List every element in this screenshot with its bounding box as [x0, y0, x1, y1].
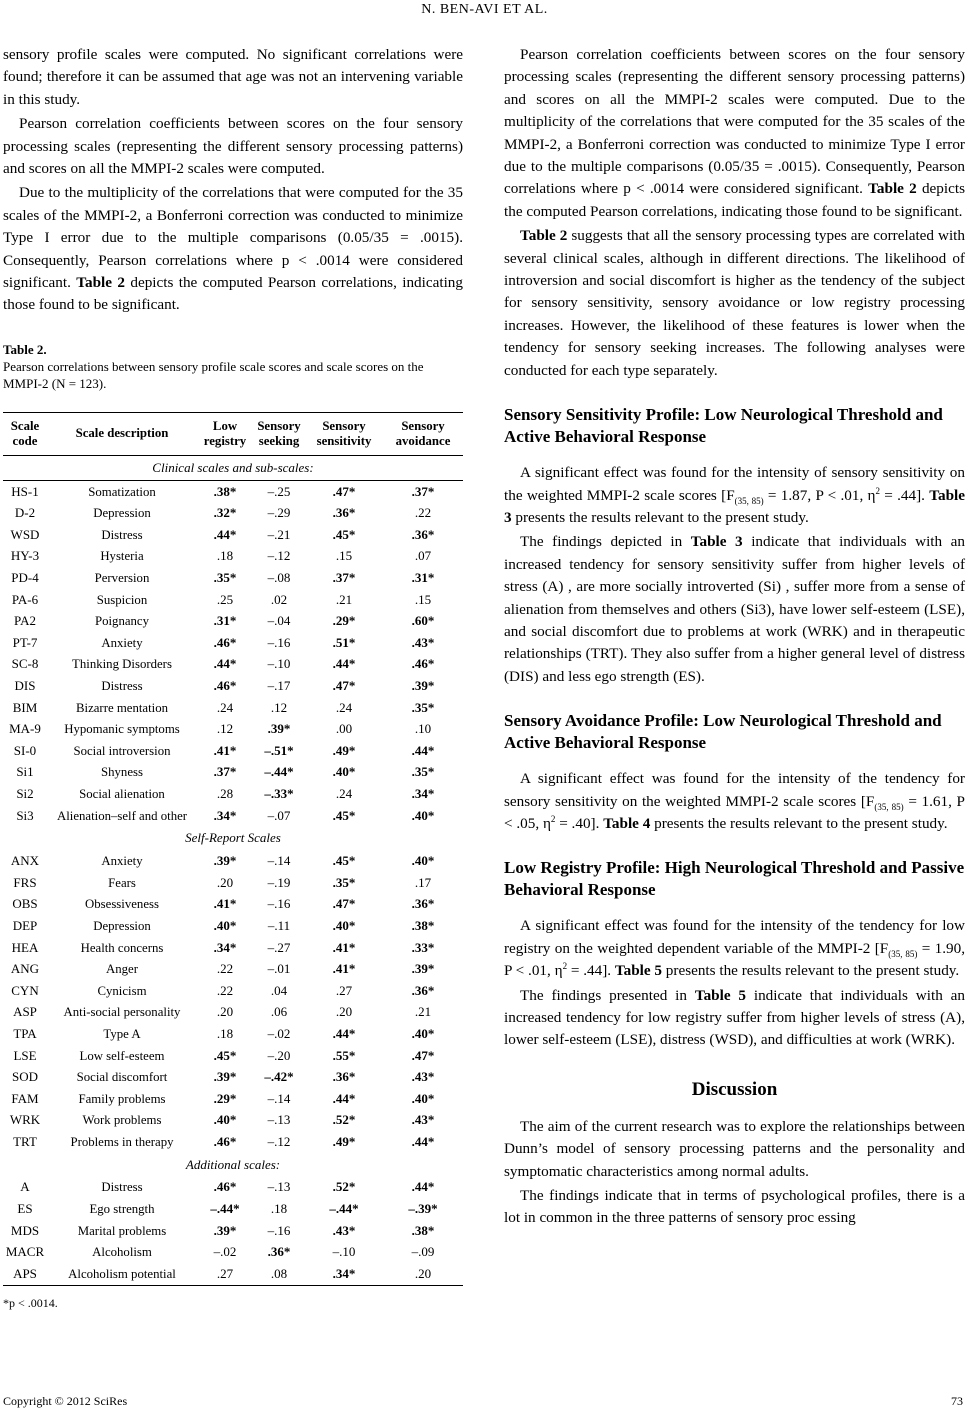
table-row [3, 524, 463, 546]
cell-correlation-value: .39* [267, 721, 291, 737]
cell-scale-description: Hypomanic symptoms [64, 722, 180, 737]
cell-correlation-value: .47* [332, 483, 356, 499]
table-row [3, 718, 463, 740]
cell-correlation-value: –.10 [267, 656, 291, 672]
table-row [3, 915, 463, 937]
cell-correlation-value: .40* [332, 764, 356, 780]
cell-correlation-value: –.51* [264, 742, 294, 758]
cell-correlation-value: .27 [197, 1263, 253, 1285]
cell-correlation-value: .44* [332, 1090, 356, 1106]
cell-scale-description: Health concerns [80, 940, 164, 955]
cell-correlation-value: .29* [332, 613, 356, 629]
table-row [3, 805, 463, 827]
cell-correlation-value: .44* [332, 1025, 356, 1041]
cell-scale-code: SOD [11, 1069, 38, 1085]
cell-correlation-value: .15 [335, 548, 353, 564]
cell-scale-code: HY-3 [10, 548, 40, 564]
cell-scale-description: Anger [106, 962, 138, 977]
cell-scale-code: LSE [13, 1047, 37, 1063]
right-paragraph-5: A significant effect was found for the intensity of the tendency for sensory sensitivity on the weighted MMPI-2 scale scores [$F_{(35, 85)} = 1.61$, P < .05, $\eta^2 = .40$]. Table 4 presents the results relevant to the present study. [504, 770, 965, 832]
cell-correlation-value: .04 [270, 982, 288, 998]
cell-scale-description: Perversion [94, 571, 150, 586]
cell-correlation-value: .39* [411, 961, 435, 977]
cell-scale-code: DEP [12, 917, 38, 933]
cell-scale-code: APS [3, 1263, 47, 1285]
table-label: Table 2. [3, 341, 47, 357]
cell-scale-code: HEA [11, 939, 39, 955]
table-row [3, 1263, 463, 1285]
cell-correlation-value: .24 [216, 699, 234, 715]
table-row [3, 762, 463, 784]
table-section-title: Clinical scales and sub-scales: [3, 455, 463, 480]
cell-correlation-value: .41* [332, 961, 356, 977]
cell-scale-code: CYN [11, 982, 39, 998]
cell-scale-code: TPA [13, 1025, 37, 1041]
cell-correlation-value: .10 [414, 721, 432, 737]
cell-correlation-value: .06 [270, 1004, 288, 1020]
table-row [3, 589, 463, 611]
cell-correlation-value: –.14 [267, 1090, 291, 1106]
cell-correlation-value: .44* [411, 1133, 435, 1149]
cell-scale-description: Alcoholism [92, 1245, 152, 1260]
left-column [3, 44, 463, 1311]
cell-correlation-value: .22 [414, 505, 432, 521]
cell-scale-description: Thinking Disorders [72, 657, 172, 672]
cell-correlation-value: .12 [270, 699, 288, 715]
cell-correlation-value: .24 [335, 699, 353, 715]
heading-discussion: Discussion [691, 1078, 778, 1100]
heading-sensory-sensitivity: Sensory Sensitivity Profile: Low Neurological Threshold and Active Behavioral Response [504, 405, 943, 447]
table-row [3, 675, 463, 697]
cell-correlation-value: .18 [216, 548, 234, 564]
cell-correlation-value: .39* [411, 678, 435, 694]
cell-scale-code: FAM [11, 1090, 39, 1106]
cell-scale-description: Poignancy [94, 614, 150, 629]
cell-correlation-value: .32* [213, 505, 237, 521]
table-row [3, 740, 463, 762]
cell-correlation-value: .36* [411, 982, 435, 998]
cell-correlation-value: .49* [332, 1133, 356, 1149]
cell-correlation-value: .08 [253, 1263, 305, 1285]
cell-correlation-value: .40* [411, 1090, 435, 1106]
heading-low-registry: Low Registry Profile: High Neurological Threshold and Passive Behavioral Response [504, 858, 965, 900]
cell-scale-description: Obsessiveness [85, 897, 159, 912]
header-sensory-seeking: Sensory seeking [253, 412, 305, 455]
cell-correlation-value: .52* [332, 1112, 356, 1128]
cell-correlation-value: –.12 [267, 548, 291, 564]
cell-correlation-value: –.39* [408, 1201, 438, 1217]
cell-scale-code: DIS [14, 678, 36, 694]
table-row [3, 1066, 463, 1088]
cell-scale-description: Alienation–self and other [56, 808, 188, 823]
cell-correlation-value: .35* [411, 764, 435, 780]
cell-correlation-value: –.10 [332, 1244, 356, 1260]
right-paragraph-2: Table 2 suggests that all the sensory processing types are correlated with several clinical scales, although in different directions. The likelihood of introversion and social discomfort is higher as the tendency of the subject for sensory sensitivity, sensory avoidance or low registry processing increases. However, the likelihood of these features is lower when the tendency for sensory seeking increases. The following analyses were conducted for each type separately. [504, 227, 965, 379]
cell-correlation-value: –.16 [267, 1222, 291, 1238]
cell-correlation-value: –.44* [210, 1201, 240, 1217]
cell-scale-code: TRT [13, 1133, 37, 1149]
cell-correlation-value: .46* [213, 634, 237, 650]
cell-correlation-value: –.19 [267, 874, 291, 890]
cell-correlation-value: .49* [332, 742, 356, 758]
cell-scale-description: Work problems [82, 1113, 162, 1128]
cell-scale-description: Fears [108, 875, 136, 890]
table-row [3, 1131, 463, 1153]
cell-correlation-value: .17 [414, 874, 432, 890]
right-paragraph-3: A significant effect was found for the intensity of sensory sensitivity on the weighted MMPI-2 scale scores [$F_{(35, 85)} = 1.87$, P < .01, $\eta^2 = .44$]. Table 3 presents the results relevant to the present study. [504, 464, 966, 526]
cell-correlation-value: .45* [332, 526, 356, 542]
cell-scale-code: Si2 [16, 785, 34, 801]
cell-scale-code: PT-7 [12, 634, 38, 650]
cell-correlation-value: .20 [335, 1004, 353, 1020]
table-row [3, 546, 463, 568]
cell-scale-code: D-2 [14, 505, 36, 521]
cell-correlation-value: –.25 [267, 483, 291, 499]
cell-correlation-value: .43* [411, 634, 435, 650]
cell-correlation-value: .44* [411, 742, 435, 758]
cell-correlation-value: .40* [213, 917, 237, 933]
cell-correlation-value: .20 [216, 1004, 234, 1020]
cell-correlation-value: .35* [411, 699, 435, 715]
left-paragraph-2: Pearson correlation coefficients between scores on the four sensory processing scales (representing the different sensory processing patterns) and scores on all the MMPI-2 scales were computed. [3, 115, 463, 178]
cell-correlation-value: .46* [411, 656, 435, 672]
right-paragraph-4: The findings depicted in Table 3 indicate that individuals with an increased tendency for sensory sensitivity suffer from higher levels of stress (A) , are more socially introverted (Si) , suffer more from a sense of alienation from themselves and others (Si3), have lower self-esteem (LSE), and social discomfort due to problems at work (WRK) and in therapeutic relationships (TRT). They also suffer from a higher general level of distress (DIS) and less ego strength (ES). [504, 533, 965, 685]
cell-scale-description: Anxiety [101, 854, 143, 869]
cell-scale-description: Suspicion [96, 592, 148, 607]
cell-correlation-value: –.13 [267, 1179, 291, 1195]
cell-correlation-value: .39* [213, 1069, 237, 1085]
cell-scale-code: WSD [10, 526, 40, 542]
heading-sensory-avoidance: Sensory Avoidance Profile: Low Neurological Threshold and Active Behavioral Response [504, 711, 942, 753]
cell-correlation-value: .24 [335, 785, 353, 801]
cell-correlation-value: .40* [411, 807, 435, 823]
header-scale-code: Scale code [3, 412, 47, 455]
cell-scale-description: Marital problems [77, 1223, 167, 1238]
table-row [3, 783, 463, 805]
table-row [3, 1110, 463, 1132]
cell-scale-code: WRK [9, 1112, 41, 1128]
cell-correlation-value: .31* [213, 613, 237, 629]
table-row [3, 1023, 463, 1045]
cell-correlation-value: .27 [335, 982, 353, 998]
cell-correlation-value: .44* [411, 1179, 435, 1195]
cell-correlation-value: –.42* [264, 1069, 294, 1085]
cell-scale-description: Distress [101, 527, 143, 542]
cell-correlation-value: .40* [411, 853, 435, 869]
table-row [3, 480, 463, 502]
cell-correlation-value: .34* [305, 1263, 383, 1285]
cell-scale-code: ASP [13, 1004, 37, 1020]
cell-correlation-value: .33* [411, 939, 435, 955]
cell-correlation-value: .37* [411, 483, 435, 499]
footer-page-number: 73 [951, 1394, 963, 1408]
cell-correlation-value: .41* [332, 939, 356, 955]
cell-correlation-value: .00 [335, 721, 353, 737]
right-paragraph-8: The aim of the current research was to explore the relationships between Dunn’s model of sensory processing patterns and the personality and symptomatic characteristics among normal adults. [504, 1117, 965, 1180]
table-section-row [3, 1153, 463, 1177]
cell-correlation-value: .22 [216, 982, 234, 998]
cell-correlation-value: .46* [213, 678, 237, 694]
cell-correlation-value: .36* [332, 505, 356, 521]
cell-correlation-value: .40* [332, 917, 356, 933]
header-sensory-avoidance: Sensory avoidance [383, 412, 463, 455]
cell-scale-description: Family problems [78, 1091, 166, 1106]
cell-correlation-value: .25 [216, 591, 234, 607]
cell-scale-code: MA-9 [9, 721, 41, 737]
cell-correlation-value: .37* [332, 570, 356, 586]
cell-correlation-value: –.21 [267, 526, 291, 542]
cell-correlation-value: .45* [213, 1047, 237, 1063]
table-row [3, 980, 463, 1002]
footer-copyright: Copyright © 2012 SciRes [3, 1394, 128, 1408]
cell-scale-code: SC-8 [11, 656, 39, 672]
cell-correlation-value: –.02 [267, 1025, 291, 1041]
cell-correlation-value: .52* [332, 1179, 356, 1195]
cell-scale-description: Ego strength [89, 1202, 155, 1217]
cell-correlation-value: .12 [216, 721, 234, 737]
cell-correlation-value: –.16 [267, 896, 291, 912]
table-header-row [3, 412, 463, 455]
table-row [3, 610, 463, 632]
cell-correlation-value: –.20 [267, 1047, 291, 1063]
cell-correlation-value: .20 [216, 874, 234, 890]
cell-correlation-value: .36* [411, 896, 435, 912]
cell-correlation-value: –.17 [267, 678, 291, 694]
cell-scale-description: Type A [103, 1026, 141, 1041]
cell-correlation-value: .41* [213, 742, 237, 758]
cell-correlation-value: .43* [411, 1112, 435, 1128]
cell-scale-description: Problems in therapy [70, 1134, 174, 1149]
right-paragraph-6: A significant effect was found for the intensity of the tendency for low registry on the weighted dependent variable of the MMPI-2 [$F_{(35, 85)} = 1.90$, P < .01, $\eta^2 = .44$]. Table 5 presents the results relevant to the present study. [504, 917, 965, 980]
header-scale-description: Scale description [47, 412, 197, 455]
cell-correlation-value: .35* [213, 570, 237, 586]
cell-correlation-value: .44* [213, 526, 237, 542]
right-paragraph-1: Pearson correlation coefficients between scores on the four sensory processing scales (representing the different sensory processing patterns) and scores on all the MMPI-2 scales were computed. Due to the multiplicity of the correlations that were computed for the 35 scales of the MMPI-2, a Bonferroni correction was conducted to minimize Type I error due to the multiple comparisons (0.05/35 = .0015). Consequently, Pearson correlations where p < .0014 were considered significant. Table 2 depicts the computed Pearson correlations, indicating those found to be significant. [504, 46, 965, 220]
cell-correlation-value: .60* [411, 613, 435, 629]
cell-correlation-value: .34* [213, 939, 237, 955]
cell-scale-description: Low self-esteem [79, 1048, 165, 1063]
cell-correlation-value: .39* [213, 853, 237, 869]
left-paragraph-3: Due to the multiplicity of the correlations that were computed for the 35 scales of the MMPI-2, a Bonferroni correction was conducted to minimize Type I error due to the multiple comparisons (0.05/35 = .0015). Consequently, Pearson correlations where p < .0014 were considered significant. Table 2 depicts the computed Pearson correlations, indicating those found to be significant. [3, 184, 463, 314]
cell-scale-description: Social introversion [73, 743, 171, 758]
cell-correlation-value: .45* [332, 807, 356, 823]
cell-scale-description: Depression [93, 506, 151, 521]
table-row [3, 1220, 463, 1242]
cell-correlation-value: –.07 [267, 807, 291, 823]
table-row [3, 850, 463, 872]
cell-scale-description: Hysteria [100, 549, 144, 564]
cell-correlation-value: –.12 [267, 1133, 291, 1149]
cell-correlation-value: .15 [414, 591, 432, 607]
table-row [3, 937, 463, 959]
cell-scale-description: Social discomfort [76, 1070, 168, 1085]
cell-correlation-value: –.33* [264, 785, 294, 801]
cell-scale-code: FRS [13, 874, 37, 890]
cell-correlation-value: .07 [414, 548, 432, 564]
cell-scale-code: ANX [10, 853, 40, 869]
cell-correlation-value: .47* [332, 896, 356, 912]
cell-correlation-value: –.16 [267, 634, 291, 650]
table-section-row [3, 826, 463, 850]
left-paragraph-1: sensory profile scales were computed. No significant correlations were found; therefore it can be assumed that age was not an intervening variable in this study. [3, 46, 463, 108]
cell-scale-code: Si3 [16, 807, 34, 823]
cell-correlation-value: .29* [213, 1090, 237, 1106]
cell-correlation-value: .43* [332, 1222, 356, 1238]
cell-correlation-value: –.02 [213, 1244, 237, 1260]
cell-correlation-value: .31* [411, 570, 435, 586]
cell-correlation-value: .45* [332, 853, 356, 869]
cell-correlation-value: .38* [213, 483, 237, 499]
cell-scale-code: OBS [12, 896, 38, 912]
cell-correlation-value: –.11 [267, 917, 291, 933]
cell-correlation-value: –.13 [267, 1112, 291, 1128]
cell-scale-code: HS-1 [11, 483, 39, 499]
cell-scale-code: SI-0 [13, 742, 37, 758]
cell-correlation-value: .44* [332, 656, 356, 672]
table-row [3, 872, 463, 894]
cell-scale-code: BIM [12, 699, 38, 715]
cell-correlation-value: .20 [383, 1263, 463, 1285]
cell-scale-code: PA-6 [11, 591, 39, 607]
right-paragraph-7: The findings presented in Table 5 indicate that individuals with an increased tendency for low registry suffer from higher levels of stress (A), lower self-esteem (LSE), distress (WSD), and difficulties at work (WRK). [504, 986, 965, 1049]
cell-scale-description: Distress [101, 679, 143, 694]
cell-correlation-value: –.29 [267, 505, 291, 521]
table-row [3, 1241, 463, 1263]
cell-correlation-value: .21 [414, 1004, 432, 1020]
cell-correlation-value: .22 [216, 961, 234, 977]
cell-scale-code: MDS [10, 1222, 40, 1238]
cell-correlation-value: –.44* [329, 1201, 359, 1217]
cell-correlation-value: –.04 [267, 613, 291, 629]
cell-correlation-value: –.08 [267, 570, 291, 586]
right-column [504, 44, 965, 1230]
cell-correlation-value: –.14 [267, 853, 291, 869]
cell-scale-description: Shyness [101, 765, 143, 780]
cell-correlation-value: .46* [213, 1179, 237, 1195]
cell-correlation-value: .40* [411, 1025, 435, 1041]
cell-correlation-value: .34* [213, 807, 237, 823]
cell-correlation-value: .36* [411, 526, 435, 542]
cell-scale-code: ES [17, 1201, 33, 1217]
table-row [3, 894, 463, 916]
cell-scale-description: Depression [93, 918, 151, 933]
table-row [3, 1002, 463, 1024]
cell-correlation-value: .40* [213, 1112, 237, 1128]
cell-correlation-value: –.01 [267, 961, 291, 977]
cell-correlation-value: .44* [213, 656, 237, 672]
cell-scale-description: Bizarre mentation [75, 700, 169, 715]
cell-scale-code: PD-4 [11, 570, 39, 586]
table-caption: Pearson correlations between sensory profile scale scores and scale scores on the MMPI-2 (N = 123). [3, 358, 424, 391]
header-low-registry: Low registry [197, 412, 253, 455]
cell-correlation-value: .36* [267, 1244, 291, 1260]
table-section-row [3, 455, 463, 480]
cell-correlation-value: .36* [332, 1069, 356, 1085]
cell-correlation-value: .41* [213, 896, 237, 912]
cell-correlation-value: .18 [216, 1025, 234, 1041]
cell-correlation-value: .46* [213, 1133, 237, 1149]
cell-correlation-value: .38* [411, 1222, 435, 1238]
right-paragraph-9: The findings indicate that in terms of psychological profiles, there is a lot in common in the three patterns of sensory proc essing [504, 1187, 965, 1227]
cell-correlation-value: .38* [411, 917, 435, 933]
table-section-title: Additional scales: [185, 1156, 281, 1172]
table-row [3, 697, 463, 719]
cell-scale-description: Anti-social personality [63, 1005, 181, 1020]
cell-correlation-value: .18 [270, 1201, 288, 1217]
header-sensory-sensitivity: Sensory sensitivity [305, 412, 383, 455]
cell-correlation-value: –.27 [267, 939, 291, 955]
table-row [3, 1088, 463, 1110]
table-row [3, 502, 463, 524]
table-row [3, 958, 463, 980]
cell-scale-description: Alcoholism potential [47, 1263, 197, 1285]
cell-scale-description: Distress [101, 1180, 143, 1195]
running-head: N. BEN-AVI ET AL. [421, 2, 548, 17]
cell-correlation-value: –.44* [264, 764, 294, 780]
cell-scale-description: Anxiety [101, 635, 143, 650]
table-section-title: Self-Report Scales [185, 830, 281, 846]
cell-scale-description: Somatization [88, 484, 156, 499]
cell-correlation-value: .21 [335, 591, 353, 607]
cell-scale-description: Social alienation [79, 786, 165, 801]
table-footnote: *p < .0014. [3, 1295, 58, 1310]
cell-correlation-value: .47* [332, 678, 356, 694]
cell-scale-description: Cynicism [97, 983, 147, 998]
table-row [3, 567, 463, 589]
cell-correlation-value: .35* [332, 874, 356, 890]
cell-scale-code: ANG [10, 961, 40, 977]
cell-correlation-value: .47* [411, 1047, 435, 1063]
cell-scale-code: Si1 [16, 764, 34, 780]
cell-correlation-value: .34* [411, 785, 435, 801]
cell-correlation-value: .02 [270, 591, 288, 607]
cell-correlation-value: .51* [332, 634, 356, 650]
cell-scale-code: MACR [5, 1244, 45, 1260]
cell-correlation-value: .39* [213, 1222, 237, 1238]
cell-correlation-value: .43* [411, 1069, 435, 1085]
table-row [3, 1198, 463, 1220]
correlation-table [3, 412, 463, 1286]
table-row [3, 1177, 463, 1199]
cell-scale-code: PA2 [14, 613, 36, 629]
cell-correlation-value: .37* [213, 764, 237, 780]
cell-scale-code: A [20, 1179, 30, 1195]
cell-correlation-value: .28 [216, 785, 234, 801]
cell-correlation-value: –.09 [411, 1244, 435, 1260]
table-row [3, 654, 463, 676]
table-row [3, 632, 463, 654]
table-row [3, 1045, 463, 1067]
cell-correlation-value: .55* [332, 1047, 356, 1063]
